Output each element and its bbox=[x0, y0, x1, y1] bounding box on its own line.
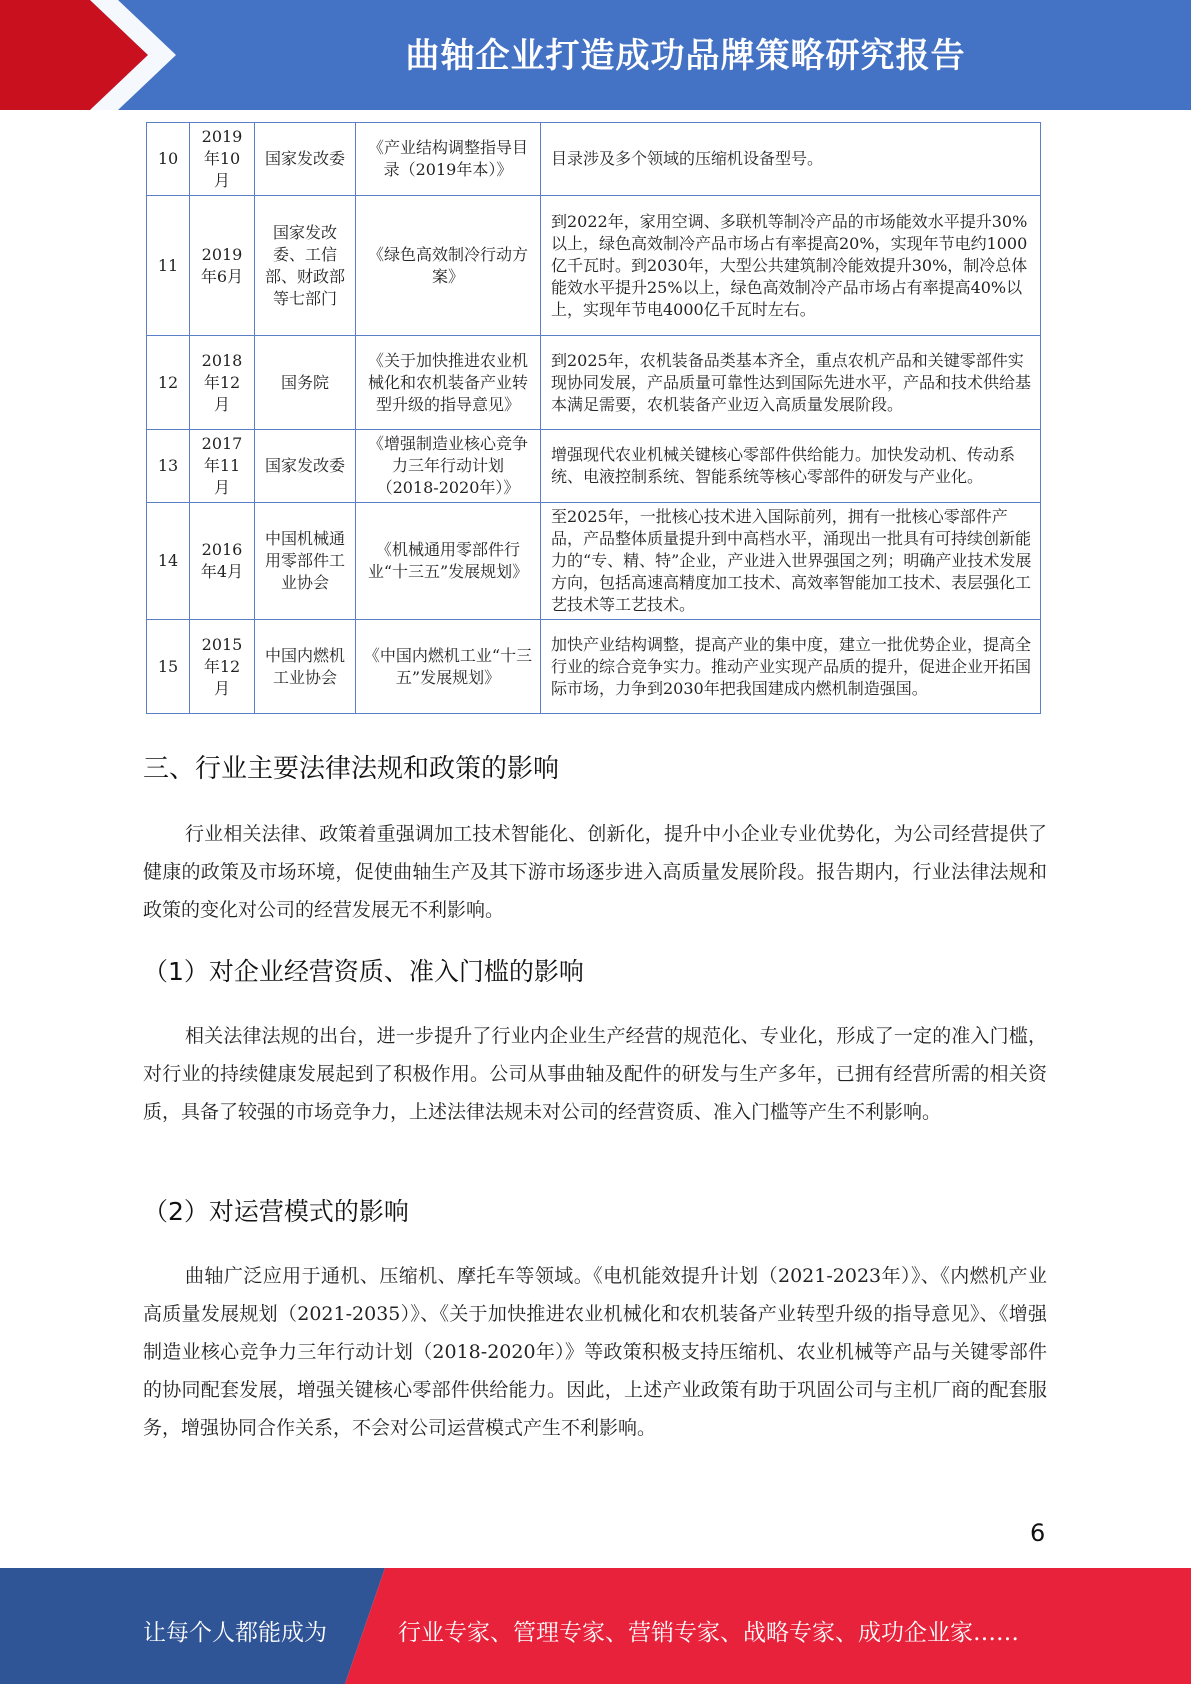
row-number: 13 bbox=[147, 430, 190, 503]
row-policy-name: 《绿色高效制冷行动方案》 bbox=[356, 196, 541, 336]
row-policy-name: 《产业结构调整指导目录（2019年本）》 bbox=[356, 123, 541, 196]
footer-slogan-right: 行业专家、管理专家、营销专家、战略专家、成功企业家…… bbox=[398, 1620, 1019, 1646]
row-number: 14 bbox=[147, 503, 190, 620]
row-issuer: 国家发改委、工信部、财政部等七部门 bbox=[255, 196, 356, 336]
page-number: 6 bbox=[1030, 1519, 1046, 1547]
row-policy-name: 《增强制造业核心竞争力三年行动计划（2018-2020年）》 bbox=[356, 430, 541, 503]
row-number: 10 bbox=[147, 123, 190, 196]
subsection-heading-qualification: （1）对企业经营资质、准入门槛的影响 bbox=[143, 957, 584, 986]
row-policy-name: 《机械通用零部件行业“十三五”发展规划》 bbox=[356, 503, 541, 620]
table-row bbox=[147, 430, 1041, 503]
row-number: 11 bbox=[147, 196, 190, 336]
table-row bbox=[147, 336, 1041, 430]
page-footer bbox=[0, 1568, 1191, 1684]
table-row bbox=[147, 503, 1041, 620]
row-number: 12 bbox=[147, 336, 190, 430]
row-date: 2016年4月 bbox=[190, 503, 255, 620]
subsection-heading-operation: （2）对运营模式的影响 bbox=[143, 1197, 409, 1226]
subsection-paragraph-operation: 曲轴广泛应用于通机、压缩机、摩托车等领域。《电机能效提升计划（2021-2023年）》、《内燃机产业高质量发展规划（2021-2035）》、《关于加快推进农业机械化和农机装备产业转型升级的指导意见》、《增强制造业核心竞争力三年行动计划（2018-2020年）》等政策积极支持压缩机、农业机械等产品与关键零部件的协同配套发展，增强关键核心零部件供给能力。因此，上述产业政策有助于巩固公司与主机厂商的配套服务，增强协同合作关系，不会对公司运营模式产生不利影响。 bbox=[143, 1265, 1047, 1439]
table-row bbox=[147, 123, 1041, 196]
row-number: 15 bbox=[147, 620, 190, 714]
row-content: 至2025年，一批核心技术进入国际前列，拥有一批核心零部件产品，产品整体质量提升到中高档水平，涌现出一批具有可持续创新能力的“专、精、特”企业，产业进入世界强国之列；明确产业技术发展方向，包括高速高精度加工技术、高效率智能加工技术、表层强化工艺技术等工艺技术。 bbox=[541, 503, 1041, 620]
table-row bbox=[147, 196, 1041, 336]
report-title: 曲轴企业打造成功品牌策略研究报告 bbox=[405, 36, 966, 76]
row-content: 增强现代农业机械关键核心零部件供给能力。加快发动机、传动系统、电液控制系统、智能系统等核心零部件的研发与产业化。 bbox=[541, 430, 1041, 503]
policy-table bbox=[146, 122, 1041, 714]
section-heading: 三、行业主要法律法规和政策的影响 bbox=[143, 754, 560, 784]
subsection-paragraph-qualification: 相关法律法规的出台，进一步提升了行业内企业生产经营的规范化、专业化，形成了一定的准入门槛，对行业的持续健康发展起到了积极作用。公司从事曲轴及配件的研发与生产多年，已拥有经营所需的相关资质，具备了较强的市场竞争力，上述法律法规未对公司的经营资质、准入门槛等产生不利影响。 bbox=[143, 1025, 1047, 1123]
row-issuer: 中国机械通用零部件工业协会 bbox=[255, 503, 356, 620]
footer-slogan-left: 让每个人都能成为 bbox=[143, 1620, 327, 1646]
row-issuer: 中国内燃机工业协会 bbox=[255, 620, 356, 714]
row-issuer: 国家发改委 bbox=[255, 430, 356, 503]
row-policy-name: 《中国内燃机工业“十三五”发展规划》 bbox=[356, 620, 541, 714]
row-date: 2018年12月 bbox=[190, 336, 255, 430]
page-header bbox=[0, 0, 1191, 110]
row-issuer: 国务院 bbox=[255, 336, 356, 430]
row-date: 2019年6月 bbox=[190, 196, 255, 336]
row-content: 到2022年，家用空调、多联机等制冷产品的市场能效水平提升30%以上，绿色高效制冷产品市场占有率提高20%，实现年节电约1000亿千瓦时。到2030年，大型公共建筑制冷能效提升30%，制冷总体能效水平提升25%以上，绿色高效制冷产品市场占有率提高40%以上，实现年节电4000亿千瓦时左右。 bbox=[541, 196, 1041, 336]
row-content: 目录涉及多个领域的压缩机设备型号。 bbox=[541, 123, 1041, 196]
section-intro-paragraph: 行业相关法律、政策着重强调加工技术智能化、创新化，提升中小企业专业优势化，为公司经营提供了健康的政策及市场环境，促使曲轴生产及其下游市场逐步进入高质量发展阶段。报告期内，行业法律法规和政策的变化对公司的经营发展无不利影响。 bbox=[143, 823, 1047, 921]
row-date: 2017年11月 bbox=[190, 430, 255, 503]
row-date: 2015年12月 bbox=[190, 620, 255, 714]
row-issuer: 国家发改委 bbox=[255, 123, 356, 196]
row-policy-name: 《关于加快推进农业机械化和农机装备产业转型升级的指导意见》 bbox=[356, 336, 541, 430]
row-content: 到2025年，农机装备品类基本齐全，重点农机产品和关键零部件实现协同发展，产品质量可靠性达到国际先进水平，产品和技术供给基本满足需要，农机装备产业迈入高质量发展阶段。 bbox=[541, 336, 1041, 430]
row-content: 加快产业结构调整，提高产业的集中度，建立一批优势企业，提高全行业的综合竞争实力。推动产业实现产品质的提升，促进企业开拓国际市场，力争到2030年把我国建成内燃机制造强国。 bbox=[541, 620, 1041, 714]
table-row bbox=[147, 620, 1041, 714]
row-date: 2019年10月 bbox=[190, 123, 255, 196]
